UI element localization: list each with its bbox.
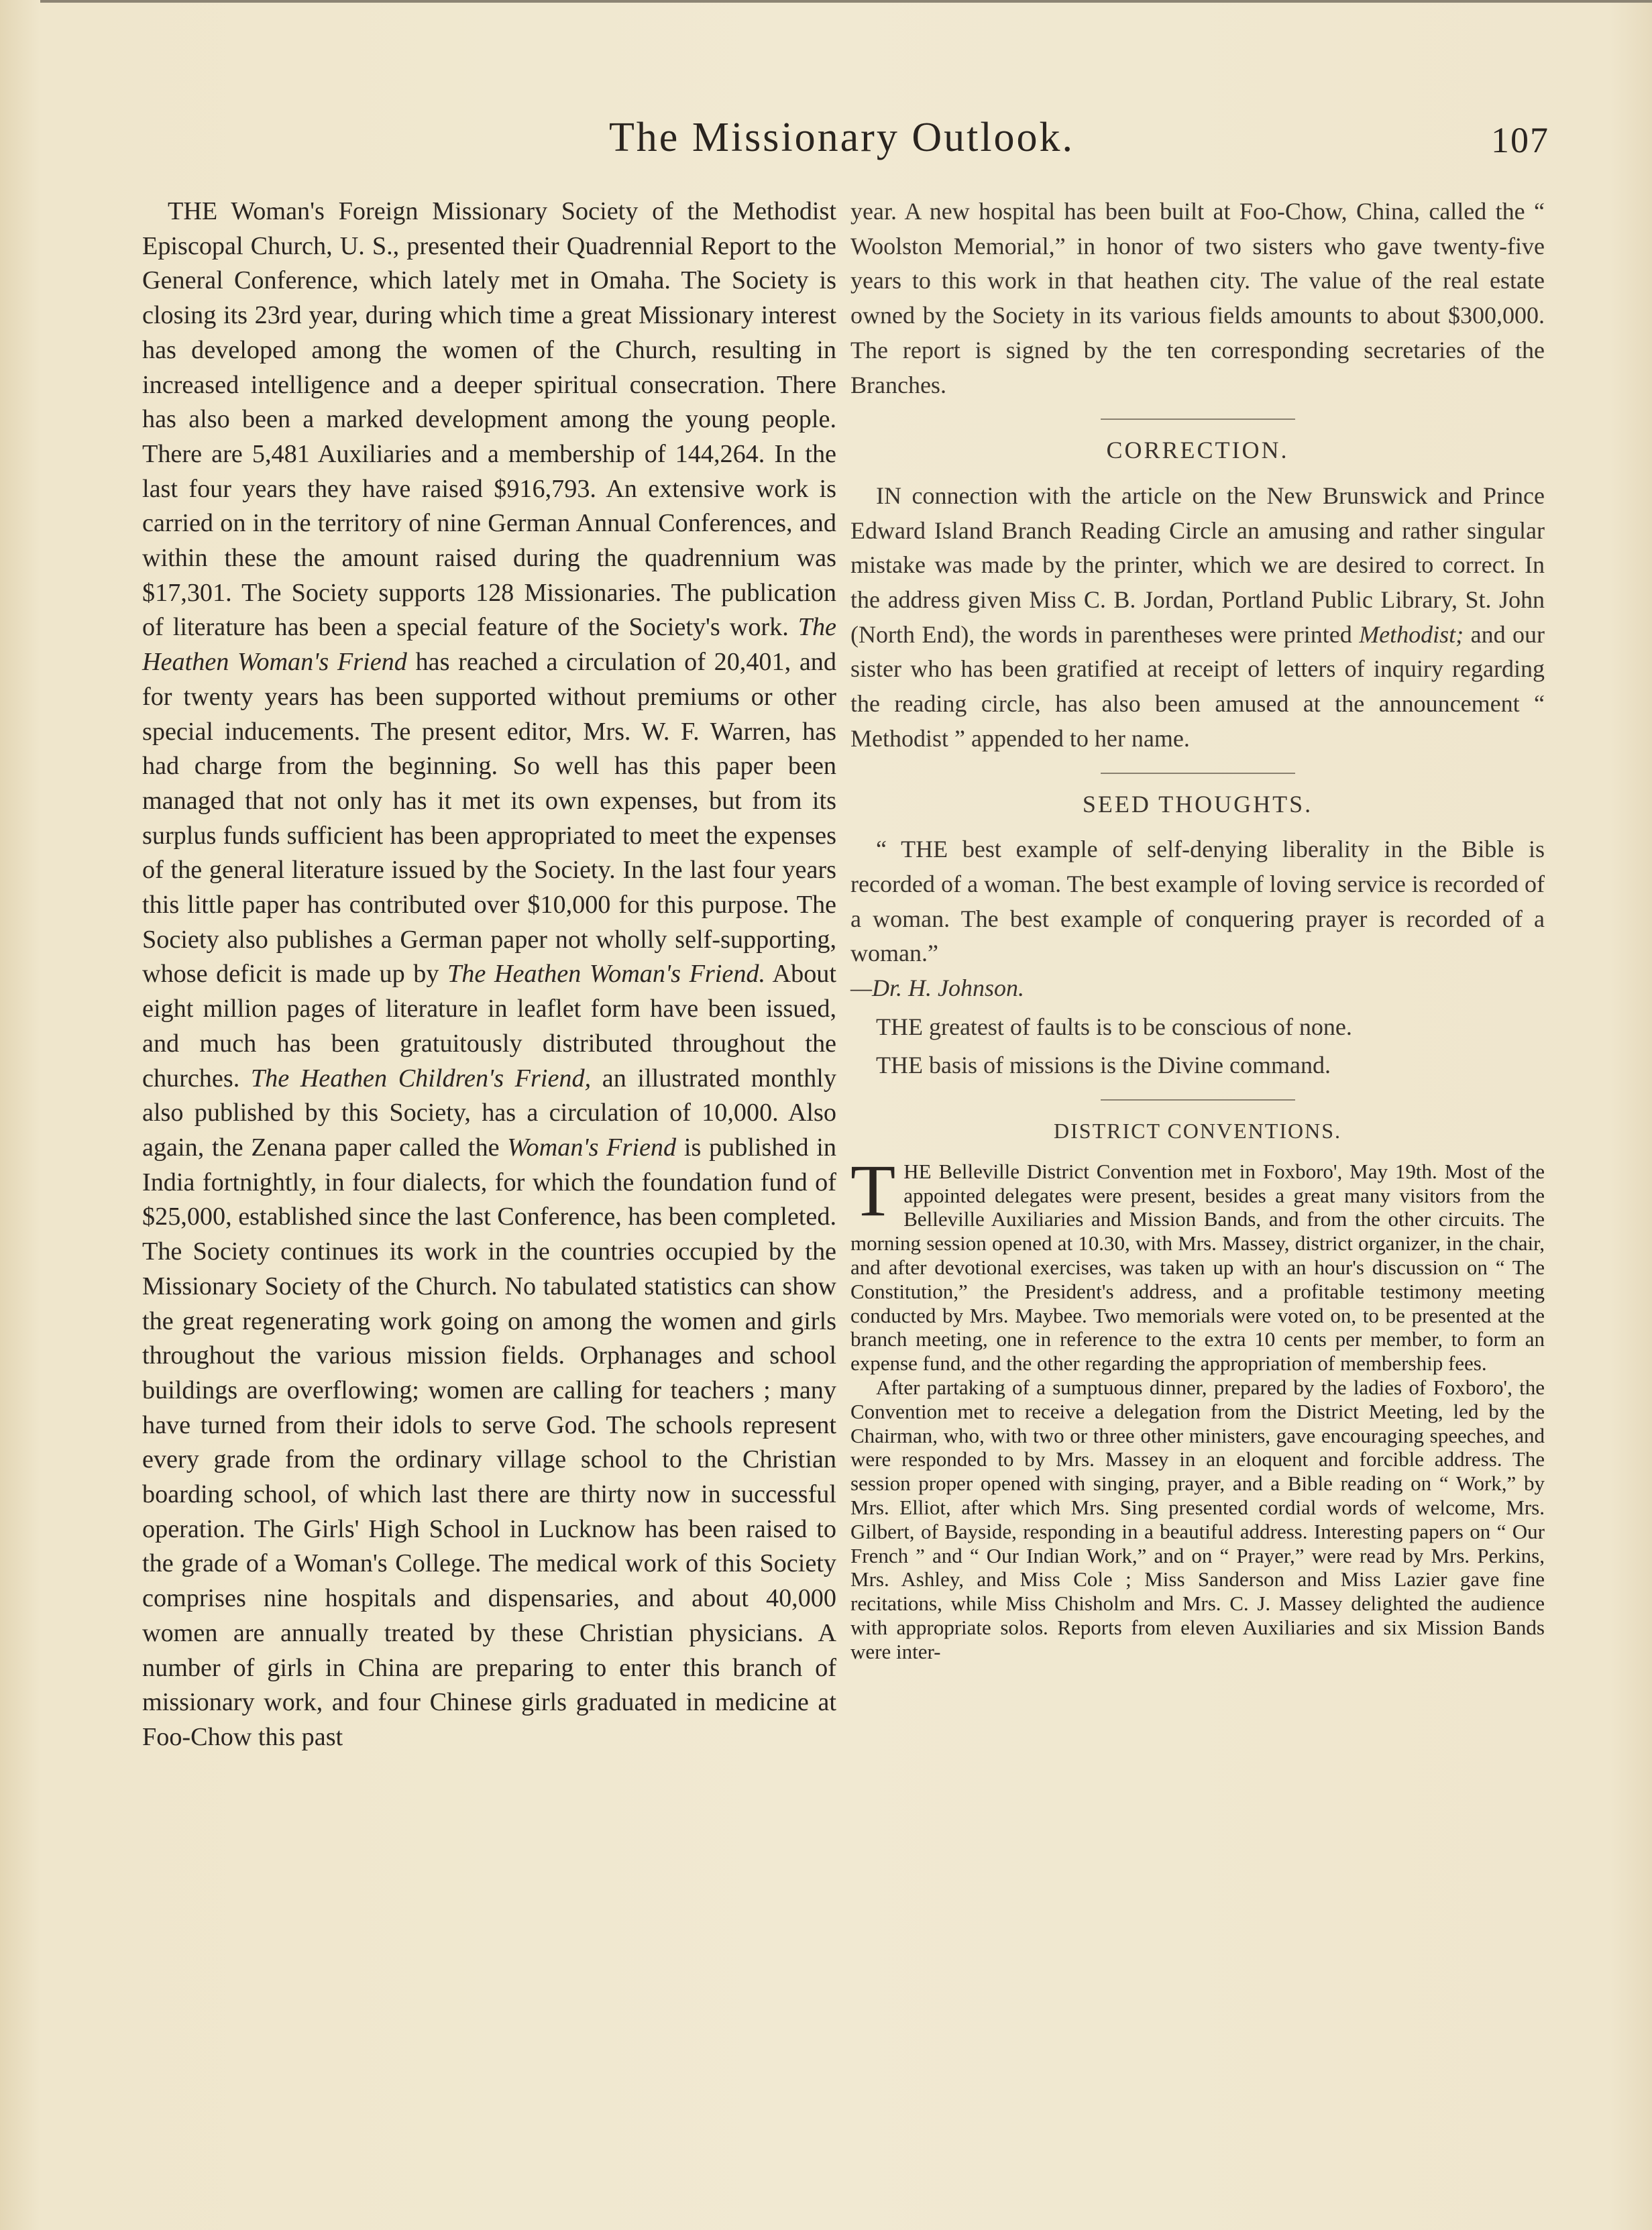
article-text: is published in India fortnightly, in four dialects, for which the foundation fund of $25,000, established since the last Conference, has been completed. The Society continues its work in the countries occupied by the Missionary Society of the Church. No tabulated statistics can show the great regenerating work going on among the women and girls throughout the various mission fields. Orphanages and school buildings are overflowing; women are calling for teachers ; many have turned from their idols to serve God. The schools represent every grade from the ordinary village school to the Christian boarding school, of which last there are thirty now in successful operation. The Girls' High School in Lucknow has been raised to the grade of a Woman's College. The medical work of this Society comprises nine hospitals and dispensaries, and about 40,000 women are annually treated by these Christian physicians. A number of girls in China are preparing to enter this branch of missionary work, and four Chinese girls graduated in medicine at Foo-Chow this past (142, 1133, 836, 1751)
seed-thoughts-heading: SEED THOUGHTS. (1082, 790, 1313, 818)
seed-thoughts (850, 832, 1545, 1083)
correction-text: IN connection with the article on the New Brunswick and Prince Edward Island Branch Reading Circle an amusing and rather singular mistake was made by the printer, which we are desired to correct. In the address given Miss C. B. Jordan, Portland Public Library, St. John (North End), the words in parentheses were printed Methodist; and our sister who has been gratified at receipt of letters of inquiry regarding the reading circle, has also been amused at the announcement “ Methodist ” appended to her name. (850, 482, 1545, 752)
seed-thought: THE greatest of faults is to be conscious of none. (876, 1013, 1352, 1040)
article-text: Woman's Foreign Missionary Society of the Methodist Episcopal Church, U. S., presented their Quadrennial Report to the General Conference, which lately met in Omaha. The Society is closing its 23rd year, during which time a great Missionary interest has developed among the women of the Church, resulting in increased intelligence and a deeper spiritual consecration. There has also been a marked development among the young people. There are 5,481 Auxiliaries and a membership of 144,264. In the last four years they have raised $916,793. An extensive work is carried on in the territory of nine German Annual Conferences, and within these the amount raised during the quadrennium was $17,301. The Society supports 128 Missionaries. The publication of literature has been a special feature of the Society's work. (142, 197, 836, 642)
seed-thought: THE basis of missions is the Divine command. (876, 1052, 1331, 1079)
page-number: 107 (1491, 120, 1549, 160)
publication-title: The Heathen Woman's Friend. (447, 960, 766, 989)
wfms-report-article (142, 194, 836, 1755)
article-text: has reached a circulation of 20,401, and for twenty years has been supported without premiums or other special inducements. The present editor, Mrs. W. F. Warren, has had charge from the beginning. So well has this paper been managed that not only has it met its own expenses, but from its surplus funds sufficient has been appropriated to meet the expenses of the general literature issued by the Society. In the last four years this little paper has contributed over $10,000 for this purpose. The Society also publishes a German paper not wholly self-supporting, whose deficit is made up by (142, 648, 836, 989)
convention-paragraph: THE Belleville District Convention met in Foxboro', May 19th. Most of the appointed delegates were present, besides a great many visitors from the Belleville Auxiliaries and Mission Bands, and from the other circuits. The morning session opened at 10.30, with Mrs. Massey, district organizer, in the chair, and after devotional exercises, was taken up with an hour's discussion on “ The Constitution,” the President's address, and a profitable testimony meeting conducted by Mrs. Maybee. Two memorials were voted on, to be presented at the branch meeting, one in reference to the extra 10 cents per member, to form an expense fund, and the other regarding the appropriation of membership fees. (850, 1149, 1545, 1376)
publication-title: The Heathen Woman's Friend (142, 613, 836, 677)
publication-title: Woman's Friend (507, 1133, 677, 1162)
page-header (134, 114, 1549, 174)
top-rule (40, 0, 1652, 3)
article-text: an illustrated monthly also published by this Society, has a circulation of 10,000. Also again, the Zenana paper called the (142, 1064, 836, 1162)
district-conventions-heading: DISTRICT CONVENTIONS. (1054, 1119, 1341, 1144)
correction-heading: CORRECTION. (1106, 437, 1289, 464)
drop-cap: T (850, 1149, 896, 1231)
article-text: About eight million pages of literature in leaflet form have been issued, and much has been gratuitously distributed throughout the churches. (142, 960, 836, 1093)
section-divider (1101, 1099, 1295, 1101)
convention-paragraph: After partaking of a sumptuous dinner, prepared by the ladies of Foxboro', the Convention met to receive a delegation from the District Meeting, led by the Chairman, who, with two or three other ministers, gave encouraging speeches, and were responded to by Mrs. Massey in an eloquent and forcible address. The session proper opened with singing, prayer, and a Bible reading on “ Work,” by Mrs. Elliot, after which Mrs. Sing presented cordial words of welcome, Mrs. Gilbert, of Bayside, responding in a beautiful address. Interesting papers on “ Our French ” and “ Our Indian Work,” and on “ Prayer,” were read by Mrs. Perkins, Mrs. Ashley, and Miss Cole ; Miss Sanderson and Miss Lazier gave fine recitations, while Miss Chisholm and Mrs. C. J. Massey delighted the audience with appropriate solos. Reports from eleven Auxiliaries and six Mission Bands were inter- (850, 1376, 1545, 1663)
seed-thought-quote: “ THE best example of self-denying liberality in the Bible is recorded of a woman. The best example of loving service is recorded of a woman. The best example of conquering prayer is recorded of a woman.” —Dr. H. Johnson. (850, 836, 1545, 1002)
publication-title: The Heathen Children's Friend, (250, 1064, 592, 1093)
running-title: The Missionary Outlook. (608, 115, 1075, 160)
district-conventions-report (850, 1149, 1545, 1664)
misprint-word: Methodist; (1359, 620, 1464, 648)
left-column (142, 194, 836, 1755)
correction-lead-word: IN (876, 482, 901, 509)
quote-attribution: —Dr. H. Johnson. (850, 974, 1025, 1002)
article-lead-word: THE (168, 197, 218, 225)
section-divider (1101, 419, 1295, 420)
right-column (850, 194, 1545, 1664)
section-divider (1101, 773, 1295, 774)
article-continuation: year. A new hospital has been built at Foo-Chow, China, called the “ Woolston Memorial,” in honor of two sisters who gave twenty-five years to this work in that heathen city. The value of the real estate owned by the Society in its various fields amounts to about $300,000. The report is signed by the ten corresponding secretaries of the Branches. (850, 198, 1545, 398)
